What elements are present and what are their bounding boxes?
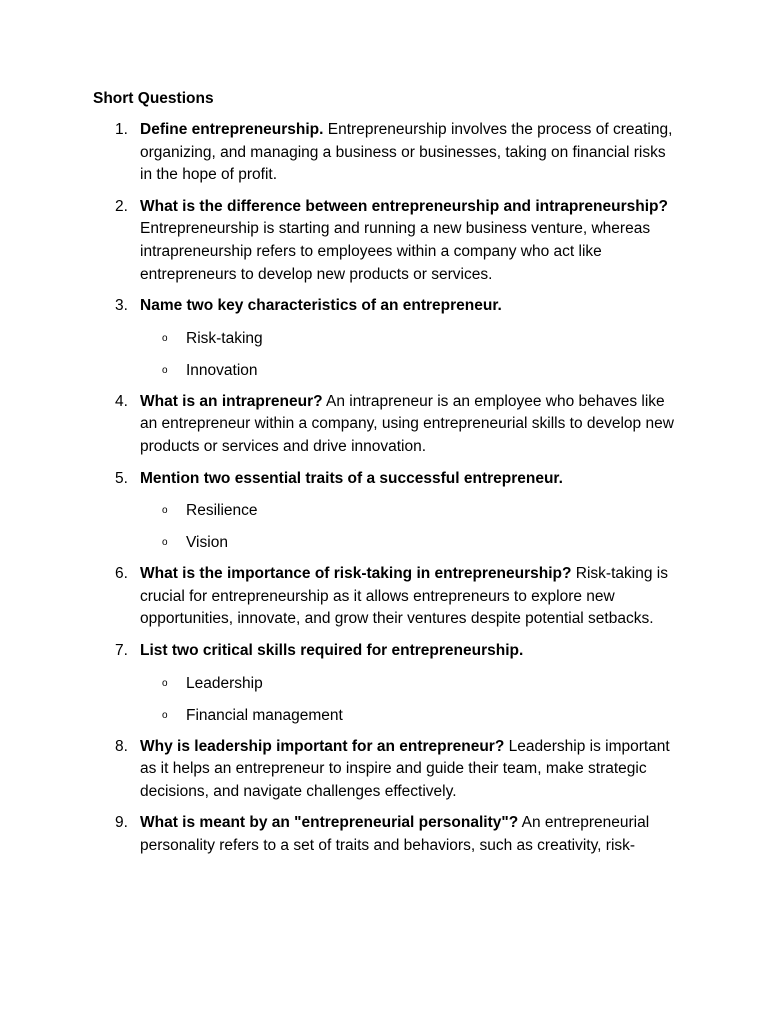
answer-bullet-item — [140, 531, 678, 554]
question-text — [140, 196, 678, 286]
question-prompt: What is the importance of risk-taking in entrepreneurship? — [140, 565, 572, 583]
question-number: 2. — [115, 197, 128, 215]
answer-bullet-item — [140, 327, 678, 350]
question-item — [0, 468, 768, 555]
question-list — [0, 119, 768, 866]
answer-bullet-list — [140, 672, 678, 727]
hollow-bullet-icon: o — [162, 505, 168, 517]
answer-bullet-item — [140, 499, 678, 522]
answer-bullet-text: Innovation — [186, 361, 258, 379]
answer-bullet-text: Resilience — [186, 502, 258, 520]
question-number: 5. — [115, 469, 128, 487]
answer-bullet-item — [140, 359, 678, 382]
question-text — [140, 736, 678, 804]
answer-bullet-text: Leadership — [186, 674, 263, 692]
answer-bullet-list — [140, 499, 678, 554]
answer-bullet-text: Financial management — [186, 706, 343, 724]
answer-bullet-text: Vision — [186, 534, 228, 552]
question-prompt: Why is leadership important for an entrepreneur? — [140, 737, 505, 755]
question-prompt: Mention two essential traits of a successful entrepreneur. — [140, 469, 563, 487]
section-heading: Short Questions — [93, 90, 214, 107]
question-text — [140, 812, 678, 857]
question-text — [140, 119, 678, 187]
question-text — [140, 640, 678, 663]
question-answer: Leadership is important as it helps an entrepreneur to inspire and guide their team, make strategic decisions, and navigate challenges effectively. — [140, 737, 670, 800]
question-number: 8. — [115, 737, 128, 755]
question-answer: An intrapreneur is an employee who behaves like an entrepreneur within a company, using entrepreneurial skills to develop new products or services and drive innovation. — [140, 392, 674, 455]
hollow-bullet-icon: o — [162, 709, 168, 721]
question-item — [0, 640, 768, 727]
question-answer: Risk-taking is crucial for entrepreneurship as it allows entrepreneurs to explore new opportunities, innovate, and grow their ventures despite potential setbacks. — [140, 565, 668, 628]
answer-bullet-item — [140, 704, 678, 727]
question-text — [140, 468, 678, 491]
question-item — [0, 391, 768, 459]
hollow-bullet-icon: o — [162, 332, 168, 344]
answer-bullet-list — [140, 327, 678, 382]
question-number: 7. — [115, 641, 128, 659]
question-item — [0, 812, 768, 857]
question-prompt: Define entrepreneurship. — [140, 121, 324, 138]
question-item — [0, 295, 768, 382]
question-number: 9. — [115, 814, 128, 832]
question-answer: Entrepreneurship is starting and running a new business venture, whereas intrapreneurship refers to employees within a company who act like entrepreneurs to develop new products or services. — [140, 220, 651, 283]
hollow-bullet-icon: o — [162, 677, 168, 689]
question-item — [0, 196, 768, 286]
question-number: 6. — [115, 565, 128, 583]
question-number: 1. — [115, 121, 128, 138]
question-prompt: What is meant by an "entrepreneurial personality"? — [140, 814, 519, 832]
question-answer: An entrepreneurial personality refers to a set of traits and behaviors, such as creativity, risk- — [140, 814, 650, 854]
question-text — [140, 391, 678, 459]
answer-bullet-text: Risk-taking — [186, 329, 263, 347]
question-prompt: What is an intrapreneur? — [140, 392, 323, 410]
question-text — [140, 295, 678, 318]
question-text — [140, 563, 678, 631]
question-answer: Entrepreneurship involves the process of creating, organizing, and managing a business or businesses, taking on financial risks in the hope of profit. — [140, 121, 673, 184]
question-prompt: Name two key characteristics of an entrepreneur. — [140, 297, 502, 315]
question-item — [0, 119, 768, 187]
question-number: 4. — [115, 392, 128, 410]
question-prompt: What is the difference between entrepreneurship and intrapreneurship? — [140, 197, 668, 215]
question-item — [0, 736, 768, 804]
hollow-bullet-icon: o — [162, 537, 168, 549]
question-number: 3. — [115, 297, 128, 315]
hollow-bullet-icon: o — [162, 364, 168, 376]
question-prompt: List two critical skills required for entrepreneurship. — [140, 641, 524, 659]
question-item — [0, 563, 768, 631]
answer-bullet-item — [140, 672, 678, 695]
